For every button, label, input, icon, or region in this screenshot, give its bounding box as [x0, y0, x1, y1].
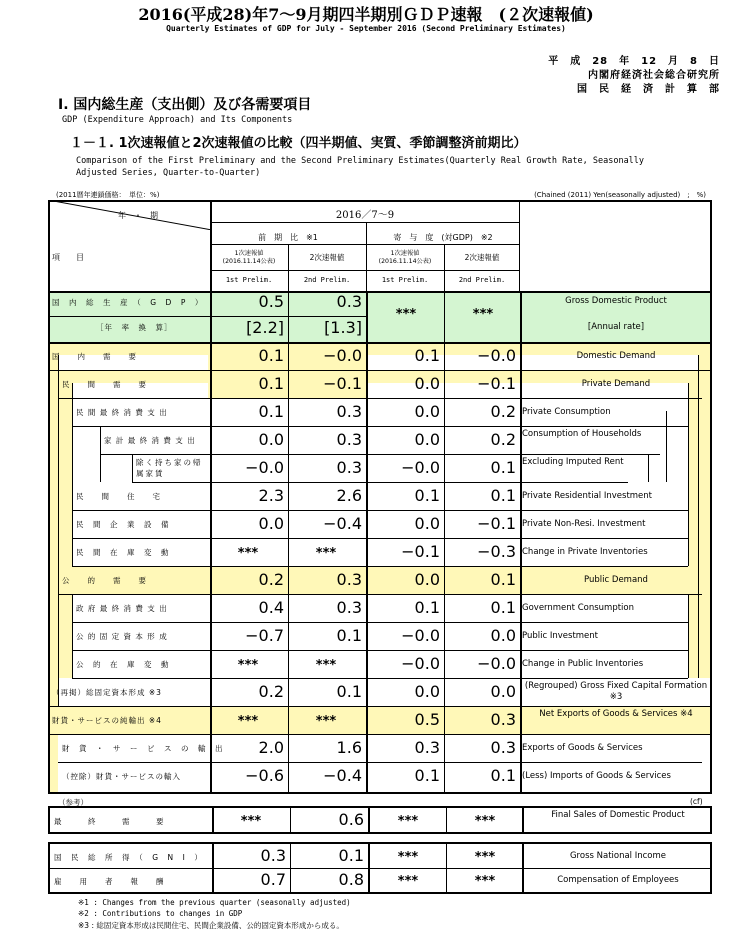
row-domestic-v3: 0.1 [414, 346, 440, 365]
ref-comp-v1: 0.7 [260, 870, 286, 889]
row-private-en: Private Demand [581, 379, 651, 389]
row-public-v2: 0.3 [336, 570, 362, 589]
row-domestic-v2: −0.0 [323, 346, 362, 365]
row-imports-label: （控除）財貨・サービスの輸入 [62, 772, 181, 781]
header-first-jp-2: 1次速報値 (2016.11.14公表) [378, 250, 432, 265]
row-gov-consumption-v2: 0.3 [336, 598, 362, 617]
header-first-jp: 1次速報値 (2016.11.14公表) [222, 250, 276, 265]
header-item: 項 目 [52, 253, 84, 262]
row-non-resi-v1: 0.0 [258, 514, 284, 533]
row-gfcf-v1: 0.2 [258, 682, 284, 701]
subsection-title: １－１. 1次速報値と2次速報値の比較（四半期値、実質、季節調整済前期比） [70, 136, 527, 151]
row-gfcf-en: (Regrouped) Gross Fixed Capital Formation ※3 [524, 681, 708, 702]
row-exports-en: Exports of Goods & Services [522, 743, 643, 753]
ref-final-v1: *** [240, 814, 262, 829]
row-domestic-label: 国 内 需 要 [52, 352, 137, 361]
row-non-resi-v2: −0.4 [323, 514, 362, 533]
ref-gni-en: Gross National Income [569, 851, 667, 861]
row-public-investment-v1: −0.7 [245, 626, 284, 645]
row-private-label: 民 間 需 要 [62, 380, 147, 389]
section-title-en: GDP (Expenditure Approach) and Its Components [62, 115, 293, 125]
row-non-resi-en: Private Non-Resi. Investment [522, 519, 646, 529]
row-imports-en: (Less) Imports of Goods & Services [522, 771, 671, 781]
ref-final-v4: *** [474, 814, 496, 829]
row-public-inventories-en: Change in Public Inventories [522, 659, 644, 669]
row-public-en: Public Demand [584, 575, 648, 585]
row-private-v2: −0.1 [323, 374, 362, 393]
header-first-en-2: 1st Prelim. [381, 276, 429, 284]
row-public-v3: 0.0 [414, 570, 440, 589]
row-gov-consumption-en: Government Consumption [522, 603, 635, 613]
ref-comp-en: Compensation of Employees [557, 875, 679, 885]
row-private-v1: 0.1 [258, 374, 284, 393]
ref-table-gni [48, 842, 712, 894]
row-household-consumption-v1: 0.0 [258, 430, 284, 449]
header-second-jp-2: 2次速報値 [464, 253, 500, 262]
row-residential-v2: 2.6 [336, 486, 362, 505]
ref-comp-label: 雇 用 者 報 酬 [54, 877, 165, 886]
header-year-period: 年 ・ 期 [118, 211, 158, 220]
row-gfcf-v3: 0.0 [414, 682, 440, 701]
org-dept: 国 民 経 済 計 算 部 [577, 84, 720, 95]
row-gfcf-label: （再掲）総固定資本形成 ※3 [52, 688, 162, 697]
subsection-title-en: Comparison of the First Preliminary and the Second Preliminary Estimates(Quarterly Real Growth Rate, Seasonally Adjusted Series, Quarter-to-Quarter) [76, 156, 645, 178]
page-subtitle: Quarterly Estimates of GDP for July - September 2016 (Second Preliminary Estimates) [166, 24, 566, 33]
row-private-consumption-v3: 0.0 [414, 402, 440, 421]
ref-comp-v4: *** [474, 874, 496, 889]
row-private-consumption-label: 民 間 最 終 消 費 支 出 [76, 408, 168, 417]
org-name: 内閣府経済社会総合研究所 [588, 70, 720, 81]
gdp-table [48, 200, 712, 794]
page-title: 2016(平成28)年7～9月期四半期別ＧＤＰ速報 (２次速報値) [138, 5, 594, 24]
row-public-label: 公 的 需 要 [62, 576, 147, 585]
row-private-inventories-label: 民 間 在 庫 変 動 [76, 548, 170, 557]
ref-final-v3: *** [397, 814, 419, 829]
row-gdp-v3: *** [395, 307, 417, 322]
row-private-consumption-v1: 0.1 [258, 402, 284, 421]
row-public-inventories-v1: *** [237, 658, 259, 673]
row-net-exports-en: Net Exports of Goods & Services ※4 [539, 709, 693, 719]
row-public-inventories-label: 公 的 在 庫 変 動 [76, 660, 170, 669]
row-residential-v1: 2.3 [258, 486, 284, 505]
row-excl-imputed-rent-v1: −0.0 [245, 458, 284, 477]
row-residential-v3: 0.1 [414, 486, 440, 505]
row-gov-consumption-label: 政 府 最 終 消 費 支 出 [76, 604, 168, 613]
row-public-investment-v4: 0.0 [490, 626, 516, 645]
header-qoq: 前 期 比 ※1 [258, 233, 318, 242]
row-annual-v1: [2.2] [246, 318, 284, 337]
row-annual-label: ［年 率 換 算］ [96, 323, 173, 332]
ref-comp-v2: 0.8 [338, 870, 364, 889]
ref-gni-v3: *** [397, 850, 419, 865]
row-non-resi-v3: 0.0 [414, 514, 440, 533]
row-annual-v2: [1.3] [324, 318, 362, 337]
row-imports-v4: 0.1 [490, 766, 516, 785]
note-2: ※2 : Contributions to changes in GDP [78, 909, 243, 918]
row-exports-v4: 0.3 [490, 738, 516, 757]
row-public-v4: 0.1 [490, 570, 516, 589]
row-exports-v1: 2.0 [258, 738, 284, 757]
row-imports-v3: 0.1 [414, 766, 440, 785]
row-residential-en: Private Residential Investment [522, 491, 653, 501]
row-private-inventories-en: Change in Private Inventories [522, 547, 648, 557]
ref-gni-v1: 0.3 [260, 846, 286, 865]
note-1: ※1 : Changes from the previous quarter (seasonally adjusted) [78, 898, 351, 907]
header-contrib: 寄 与 度 (対GDP) ※2 [393, 233, 493, 242]
row-household-consumption-en: Consumption of Households [522, 429, 642, 439]
row-private-consumption-en: Private Consumption [522, 407, 611, 417]
row-imports-v1: −0.6 [245, 766, 284, 785]
row-private-v4: −0.1 [477, 374, 516, 393]
header-second-jp: 2次速報値 [309, 253, 345, 262]
row-excl-imputed-rent-label: 除く持ち家の帰属家賃 [136, 458, 203, 478]
ref-gni-v4: *** [474, 850, 496, 865]
ref-label-jp: （参考） [58, 798, 88, 807]
ref-gni-label: 国 民 総 所 得 （ G N I ） [54, 853, 203, 862]
publish-date: 平 成 28 年 12 月 8 日 [548, 56, 720, 67]
row-private-v3: 0.0 [414, 374, 440, 393]
row-gdp-label: 国 内 総 生 産 （ G D P ） [52, 298, 204, 307]
row-gdp-v4: *** [472, 307, 494, 322]
ref-final-en: Final Sales of Domestic Product [551, 810, 685, 820]
row-gfcf-v4: 0.0 [490, 682, 516, 701]
ref-final-v2: 0.6 [338, 810, 364, 829]
ref-comp-v3: *** [397, 874, 419, 889]
row-gov-consumption-v1: 0.4 [258, 598, 284, 617]
row-household-consumption-v3: 0.0 [414, 430, 440, 449]
row-excl-imputed-rent-v3: −0.0 [401, 458, 440, 477]
row-gfcf-v2: 0.1 [336, 682, 362, 701]
section-title: Ⅰ. 国内総生産（支出側）及び各需要項目 [58, 97, 312, 113]
row-domestic-en: Domestic Demand [576, 351, 656, 361]
row-excl-imputed-rent-v2: 0.3 [336, 458, 362, 477]
row-public-investment-v3: −0.0 [401, 626, 440, 645]
row-domestic-v4: −0.0 [477, 346, 516, 365]
row-household-consumption-v2: 0.3 [336, 430, 362, 449]
row-private-consumption-v4: 0.2 [490, 402, 516, 421]
row-excl-imputed-rent-v4: 0.1 [490, 458, 516, 477]
row-household-consumption-v4: 0.2 [490, 430, 516, 449]
unit-left: (2011暦年連鎖価格： 単位：%) [56, 191, 160, 199]
row-public-investment-en: Public Investment [522, 631, 599, 641]
row-public-investment-label: 公 的 固 定 資 本 形 成 [76, 632, 168, 641]
row-residential-label: 民 間 住 宅 [76, 492, 161, 501]
row-gov-consumption-v3: 0.1 [414, 598, 440, 617]
row-private-inventories-v1: *** [237, 546, 259, 561]
row-public-inventories-v4: −0.0 [477, 654, 516, 673]
ref-table-final [48, 806, 712, 834]
ref-final-label: 最 終 需 要 [54, 817, 165, 826]
row-private-consumption-v2: 0.3 [336, 402, 362, 421]
row-annual-en: [Annual rate] [587, 322, 645, 332]
row-exports-v3: 0.3 [414, 738, 440, 757]
row-private-inventories-v3: −0.1 [401, 542, 440, 561]
row-household-consumption-label: 家 計 最 終 消 費 支 出 [104, 436, 196, 445]
note-3: ※3 : 総固定資本形成は民間住宅、民間企業設備、公的固定資本形成から成る。 [78, 921, 344, 930]
row-gdp-en: Gross Domestic Product [565, 296, 667, 306]
row-public-inventories-v3: −0.0 [401, 654, 440, 673]
row-private-inventories-v2: *** [315, 546, 337, 561]
ref-gni-v2: 0.1 [338, 846, 364, 865]
row-net-exports-v4: 0.3 [490, 710, 516, 729]
row-net-exports-label: 財貨・サービスの純輸出 ※4 [52, 716, 162, 725]
row-non-resi-v4: −0.1 [477, 514, 516, 533]
header-first-en: 1st Prelim. [225, 276, 273, 284]
row-non-resi-label: 民 間 企 業 設 備 [76, 520, 170, 529]
row-residential-v4: 0.1 [490, 486, 516, 505]
header-second-en-2: 2nd Prelim. [458, 276, 506, 284]
row-domestic-v1: 0.1 [258, 346, 284, 365]
row-private-inventories-v4: −0.3 [477, 542, 516, 561]
row-gdp-v1: 0.5 [258, 292, 284, 311]
row-excl-imputed-rent-en: Excluding Imputed Rent [522, 457, 624, 467]
row-gov-consumption-v4: 0.1 [490, 598, 516, 617]
row-imports-v2: −0.4 [323, 766, 362, 785]
header-second-en: 2nd Prelim. [303, 276, 351, 284]
row-net-exports-v2: *** [315, 714, 337, 729]
row-gdp-v2: 0.3 [336, 292, 362, 311]
row-net-exports-v3: 0.5 [414, 710, 440, 729]
row-public-v1: 0.2 [258, 570, 284, 589]
ref-label-en: (cf) [690, 797, 703, 806]
row-exports-v2: 1.6 [336, 738, 362, 757]
unit-right: (Chained (2011) Yen(seasonally adjusted) ; %) [534, 191, 706, 199]
row-public-investment-v2: 0.1 [336, 626, 362, 645]
header-period: 2016／7～9 [335, 210, 395, 221]
row-net-exports-v1: *** [237, 714, 259, 729]
row-public-inventories-v2: *** [315, 658, 337, 673]
row-exports-label: 財 貨 ・ サ ー ビ ス の 輸 出 [62, 744, 224, 753]
